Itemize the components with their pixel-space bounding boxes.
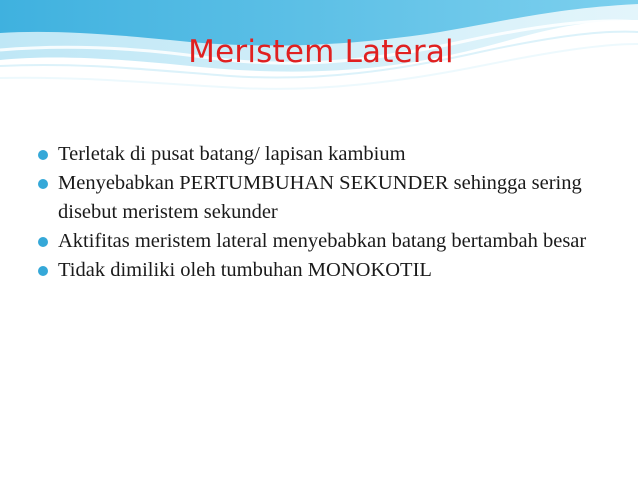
- list-item: [38, 227, 618, 256]
- bullet-text: Aktifitas meristem lateral menyebabkan batang bertambah besar: [58, 230, 587, 252]
- list-item: [38, 140, 618, 169]
- list-item: [38, 256, 618, 285]
- bullet-icon: [38, 150, 48, 160]
- bullet-text: Menyebabkan PERTUMBUHAN SEKUNDER sehingga sering disebut meristem sekunder: [58, 172, 582, 223]
- bullet-icon: [38, 237, 48, 247]
- list-item: [38, 169, 618, 227]
- bullet-icon: [38, 179, 48, 189]
- bullet-text: Terletak di pusat batang/ lapisan kambium: [58, 143, 406, 165]
- slide-title: Meristem Lateral: [188, 34, 454, 70]
- bullet-list: [38, 140, 618, 285]
- bullet-text: Tidak dimiliki oleh tumbuhan MONOKOTIL: [58, 259, 432, 281]
- bullet-icon: [38, 266, 48, 276]
